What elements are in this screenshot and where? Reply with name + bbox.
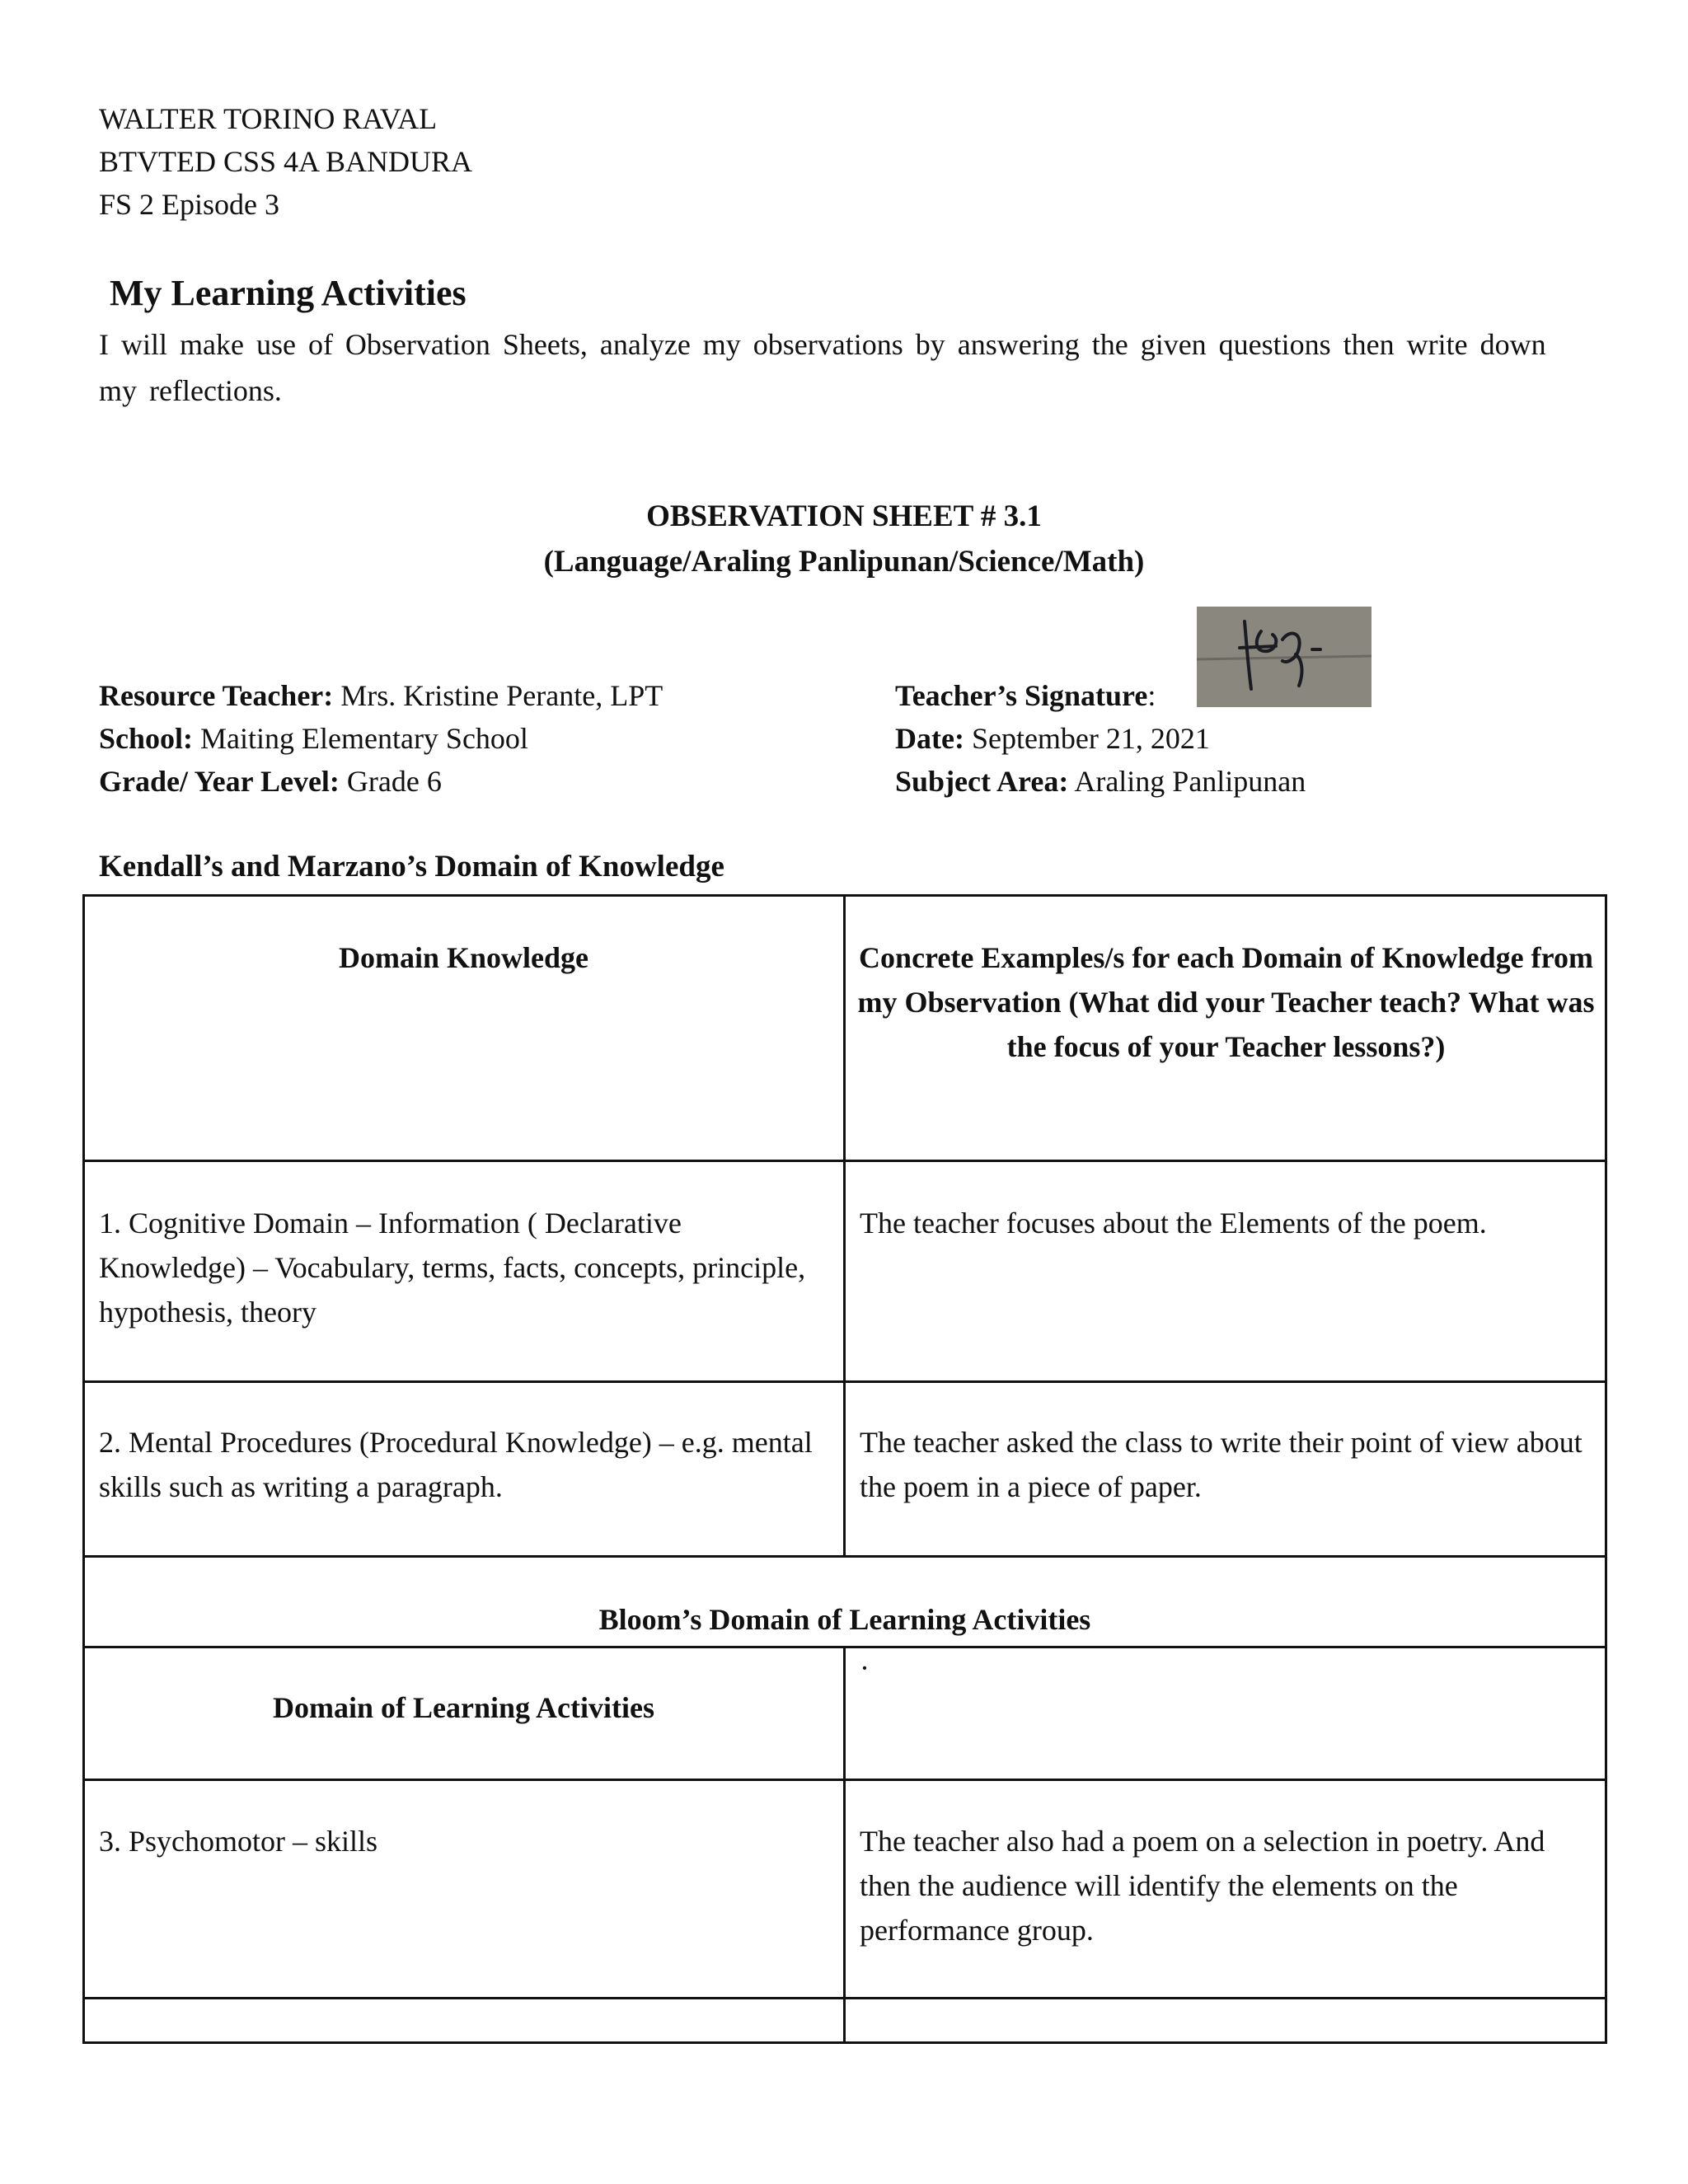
row2-domain: 2. Mental Procedures (Procedural Knowledge) – e.g. mental skills such as writing a paragraph. xyxy=(99,1426,813,1503)
grade-line xyxy=(99,760,442,803)
signature-label: Teacher’s Signature xyxy=(895,679,1148,712)
row3-domain: 3. Psychomotor – skills xyxy=(99,1825,378,1858)
col2-header: Concrete Examples/s for each Domain of Knowledge from my Observation (What did your Teacher teach? What was the focus of your Teacher lessons?) xyxy=(857,941,1595,1063)
column-divider xyxy=(843,894,846,1558)
observation-sheet-title: OBSERVATION SHEET # 3.1 xyxy=(646,499,1042,533)
bloom-col2-mark: · xyxy=(860,1652,870,1685)
handwritten-signature xyxy=(1197,607,1372,707)
resource-teacher-label: Resource Teacher: xyxy=(99,679,334,712)
grade-value: Grade 6 xyxy=(339,765,442,798)
resource-teacher-value: Mrs. Kristine Perante, LPT xyxy=(333,679,663,712)
row1-example: The teacher focuses about the Elements of the poem. xyxy=(860,1207,1487,1240)
signature-colon: : xyxy=(1147,679,1156,712)
bloom-title: Bloom’s Domain of Learning Activities xyxy=(598,1603,1091,1636)
intro-paragraph: I will make use of Observation Sheets, analyze my observations by answering the given questions then write down my reflections. xyxy=(99,328,1546,407)
row1-domain: 1. Cognitive Domain – Information ( Declarative Knowledge) – Vocabulary, terms, facts, concepts, principle, hypothesis, theory xyxy=(99,1207,806,1329)
date-value: September 21, 2021 xyxy=(964,722,1210,755)
table-border-left xyxy=(82,894,85,2044)
column-divider xyxy=(843,1646,846,2044)
subject-label: Subject Area: xyxy=(895,765,1069,798)
student-course: BTVTED CSS 4A BANDURA xyxy=(99,145,473,178)
table-border-right xyxy=(1605,894,1607,2044)
bloom-col1-header: Domain of Learning Activities xyxy=(273,1691,654,1724)
date-line xyxy=(895,717,1210,760)
school-value: Maiting Elementary School xyxy=(193,722,528,755)
row3-example: The teacher also had a poem on a selection in poetry. And then the audience will identify the elements on the performance group. xyxy=(860,1825,1545,1947)
signature-line xyxy=(895,674,1156,717)
resource-teacher-line xyxy=(99,674,663,717)
section-title: Kendall’s and Marzano’s Domain of Knowledge xyxy=(99,850,724,883)
page-title: My Learning Activities xyxy=(110,273,467,313)
signature-image xyxy=(1197,607,1372,707)
student-name: WALTER TORINO RAVAL xyxy=(99,102,438,135)
date-label: Date: xyxy=(895,722,964,755)
grade-label: Grade/ Year Level: xyxy=(99,765,340,798)
col1-header: Domain Knowledge xyxy=(338,941,588,974)
domain-table xyxy=(82,894,1607,2044)
subject-line xyxy=(895,760,1306,803)
school-line xyxy=(99,717,528,760)
school-label: School: xyxy=(99,722,194,755)
row2-example: The teacher asked the class to write their point of view about the poem in a piece of paper. xyxy=(860,1426,1582,1503)
subject-value: Araling Panlipunan xyxy=(1068,765,1306,798)
episode-label: FS 2 Episode 3 xyxy=(99,188,280,221)
observation-sheet-subtitle: (Language/Araling Panlipunan/Science/Math) xyxy=(543,545,1145,579)
